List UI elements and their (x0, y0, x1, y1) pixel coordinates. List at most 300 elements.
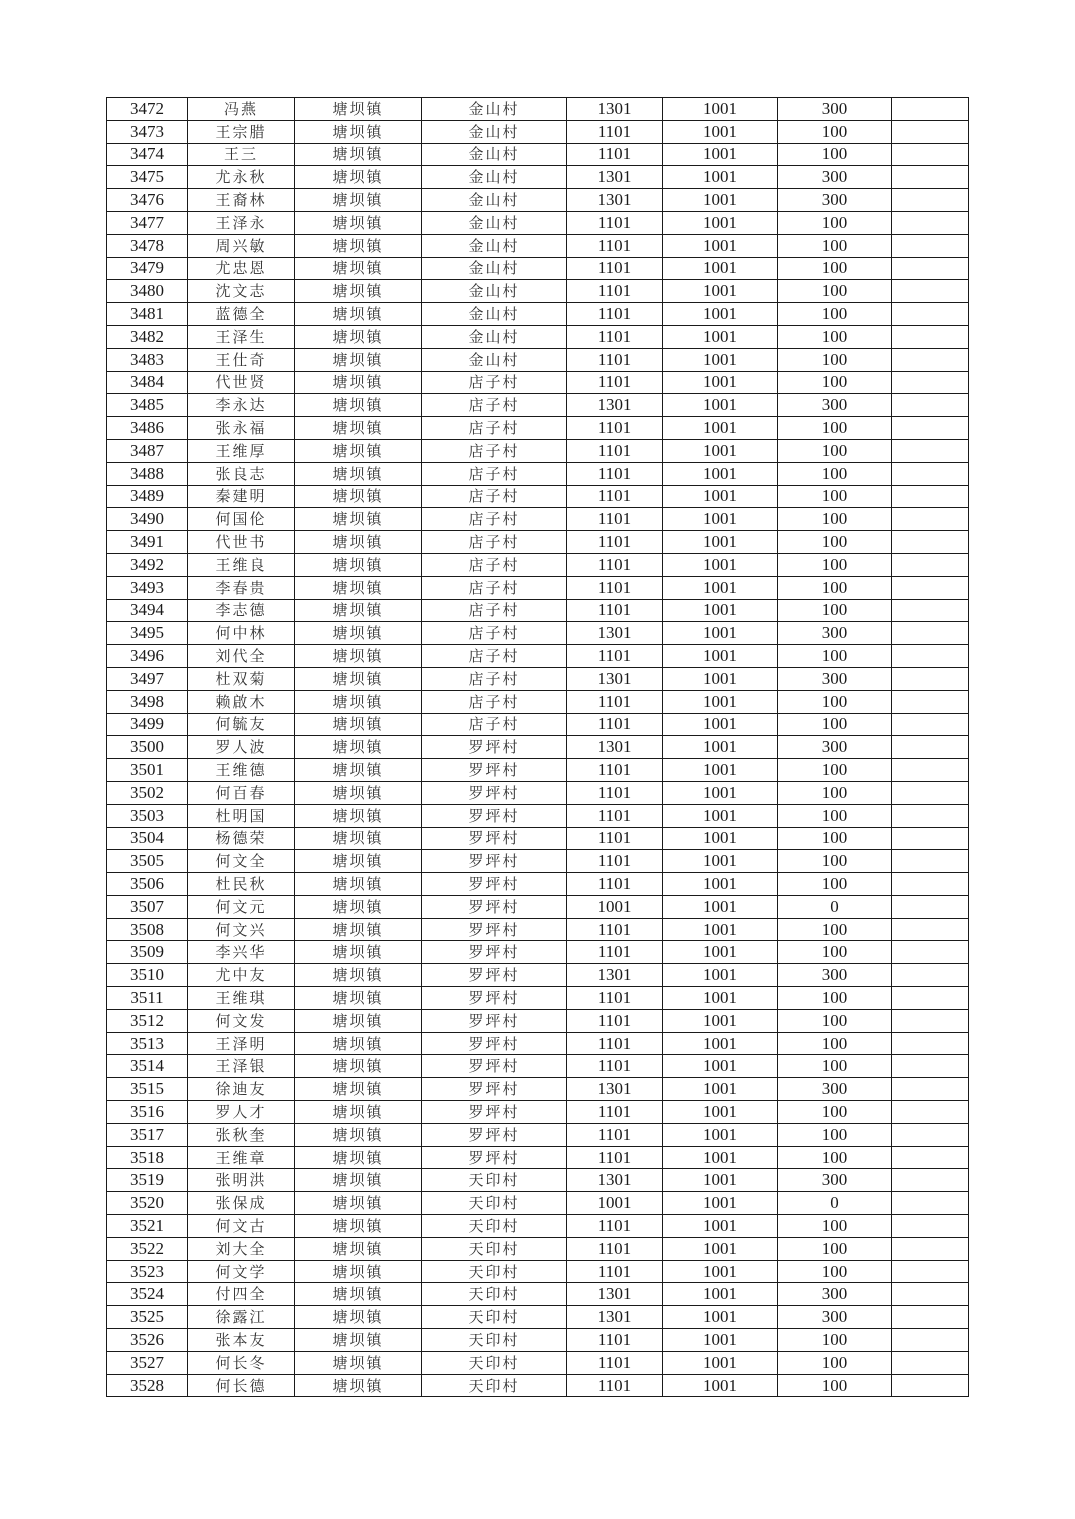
row-number-cell: 3477 (107, 211, 188, 234)
town-cell: 塘坝镇 (295, 462, 422, 485)
code-b-cell: 1001 (663, 1237, 778, 1260)
town-cell: 塘坝镇 (295, 1169, 422, 1192)
row-number-cell: 3502 (107, 781, 188, 804)
amount-cell: 100 (778, 1374, 892, 1397)
code-b-cell: 1001 (663, 1306, 778, 1329)
remark-cell (892, 667, 969, 690)
code-a-cell: 1101 (567, 143, 663, 166)
code-a-cell: 1001 (567, 895, 663, 918)
amount-cell: 100 (778, 531, 892, 554)
village-cell: 罗坪村 (422, 1146, 567, 1169)
name-cell: 何文元 (188, 895, 295, 918)
code-a-cell: 1101 (567, 234, 663, 257)
town-cell: 塘坝镇 (295, 1101, 422, 1124)
town-cell: 塘坝镇 (295, 508, 422, 531)
village-cell: 天印村 (422, 1169, 567, 1192)
row-number-cell: 3472 (107, 98, 188, 121)
code-b-cell: 1001 (663, 394, 778, 417)
name-cell: 刘大全 (188, 1237, 295, 1260)
town-cell: 塘坝镇 (295, 804, 422, 827)
name-cell: 尤中友 (188, 964, 295, 987)
row-number-cell: 3473 (107, 120, 188, 143)
town-cell: 塘坝镇 (295, 941, 422, 964)
code-a-cell: 1101 (567, 1009, 663, 1032)
name-cell: 何长德 (188, 1374, 295, 1397)
code-b-cell: 1001 (663, 508, 778, 531)
amount-cell: 300 (778, 964, 892, 987)
table-row (107, 759, 969, 782)
row-number-cell: 3507 (107, 895, 188, 918)
table-row (107, 645, 969, 668)
remark-cell (892, 1055, 969, 1078)
code-a-cell: 1101 (567, 1055, 663, 1078)
village-cell: 天印村 (422, 1237, 567, 1260)
town-cell: 塘坝镇 (295, 1215, 422, 1238)
town-cell: 塘坝镇 (295, 1329, 422, 1352)
code-b-cell: 1001 (663, 120, 778, 143)
amount-cell: 100 (778, 759, 892, 782)
town-cell: 塘坝镇 (295, 1237, 422, 1260)
code-a-cell: 1101 (567, 485, 663, 508)
table-row (107, 964, 969, 987)
code-b-cell: 1001 (663, 325, 778, 348)
town-cell: 塘坝镇 (295, 553, 422, 576)
village-cell: 店子村 (422, 599, 567, 622)
remark-cell (892, 1260, 969, 1283)
amount-cell: 100 (778, 1237, 892, 1260)
table-row (107, 394, 969, 417)
amount-cell: 100 (778, 781, 892, 804)
code-a-cell: 1101 (567, 873, 663, 896)
code-b-cell: 1001 (663, 257, 778, 280)
town-cell: 塘坝镇 (295, 873, 422, 896)
village-cell: 店子村 (422, 417, 567, 440)
name-cell: 李春贵 (188, 576, 295, 599)
town-cell: 塘坝镇 (295, 1192, 422, 1215)
code-b-cell: 1001 (663, 417, 778, 440)
name-cell: 张永福 (188, 417, 295, 440)
remark-cell (892, 394, 969, 417)
village-cell: 金山村 (422, 348, 567, 371)
table-row (107, 531, 969, 554)
remark-cell (892, 120, 969, 143)
village-cell: 罗坪村 (422, 918, 567, 941)
village-cell: 罗坪村 (422, 941, 567, 964)
table-row (107, 1283, 969, 1306)
name-cell: 王泽永 (188, 211, 295, 234)
code-a-cell: 1101 (567, 325, 663, 348)
name-cell: 徐露江 (188, 1306, 295, 1329)
village-cell: 罗坪村 (422, 1101, 567, 1124)
table-row (107, 1306, 969, 1329)
name-cell: 张良志 (188, 462, 295, 485)
town-cell: 塘坝镇 (295, 827, 422, 850)
row-number-cell: 3481 (107, 303, 188, 326)
row-number-cell: 3489 (107, 485, 188, 508)
name-cell: 王泽银 (188, 1055, 295, 1078)
town-cell: 塘坝镇 (295, 759, 422, 782)
town-cell: 塘坝镇 (295, 120, 422, 143)
code-a-cell: 1101 (567, 211, 663, 234)
row-number-cell: 3512 (107, 1009, 188, 1032)
village-cell: 店子村 (422, 645, 567, 668)
town-cell: 塘坝镇 (295, 781, 422, 804)
table-row (107, 918, 969, 941)
name-cell: 王维良 (188, 553, 295, 576)
amount-cell: 100 (778, 918, 892, 941)
row-number-cell: 3483 (107, 348, 188, 371)
name-cell: 杨德荣 (188, 827, 295, 850)
table-row (107, 553, 969, 576)
remark-cell (892, 371, 969, 394)
village-cell: 罗坪村 (422, 1055, 567, 1078)
table-row (107, 827, 969, 850)
table-row (107, 804, 969, 827)
name-cell: 秦建明 (188, 485, 295, 508)
amount-cell: 100 (778, 873, 892, 896)
table-row (107, 1374, 969, 1397)
village-cell: 金山村 (422, 120, 567, 143)
code-b-cell: 1001 (663, 1329, 778, 1352)
amount-cell: 300 (778, 736, 892, 759)
amount-cell: 100 (778, 257, 892, 280)
code-a-cell: 1301 (567, 1078, 663, 1101)
amount-cell: 300 (778, 667, 892, 690)
table-row (107, 667, 969, 690)
row-number-cell: 3486 (107, 417, 188, 440)
remark-cell (892, 850, 969, 873)
town-cell: 塘坝镇 (295, 1260, 422, 1283)
code-b-cell: 1001 (663, 804, 778, 827)
code-b-cell: 1001 (663, 645, 778, 668)
name-cell: 何文学 (188, 1260, 295, 1283)
code-a-cell: 1101 (567, 576, 663, 599)
amount-cell: 100 (778, 1260, 892, 1283)
table-row (107, 98, 969, 121)
amount-cell: 100 (778, 439, 892, 462)
code-b-cell: 1001 (663, 918, 778, 941)
table-row (107, 576, 969, 599)
row-number-cell: 3514 (107, 1055, 188, 1078)
code-a-cell: 1101 (567, 1237, 663, 1260)
code-a-cell: 1301 (567, 964, 663, 987)
remark-cell (892, 462, 969, 485)
remark-cell (892, 1169, 969, 1192)
remark-cell (892, 166, 969, 189)
table-row (107, 257, 969, 280)
amount-cell: 300 (778, 1306, 892, 1329)
code-a-cell: 1101 (567, 531, 663, 554)
table-row (107, 622, 969, 645)
table-row (107, 234, 969, 257)
code-a-cell: 1101 (567, 462, 663, 485)
town-cell: 塘坝镇 (295, 325, 422, 348)
code-a-cell: 1101 (567, 941, 663, 964)
remark-cell (892, 439, 969, 462)
code-b-cell: 1001 (663, 759, 778, 782)
table-body (107, 98, 969, 1397)
remark-cell (892, 1351, 969, 1374)
amount-cell: 100 (778, 987, 892, 1010)
name-cell: 李兴华 (188, 941, 295, 964)
table-row (107, 1078, 969, 1101)
row-number-cell: 3501 (107, 759, 188, 782)
row-number-cell: 3498 (107, 690, 188, 713)
code-a-cell: 1101 (567, 508, 663, 531)
town-cell: 塘坝镇 (295, 987, 422, 1010)
code-b-cell: 1001 (663, 1123, 778, 1146)
town-cell: 塘坝镇 (295, 576, 422, 599)
village-cell: 店子村 (422, 394, 567, 417)
remark-cell (892, 987, 969, 1010)
code-a-cell: 1301 (567, 98, 663, 121)
amount-cell: 100 (778, 462, 892, 485)
row-number-cell: 3499 (107, 713, 188, 736)
row-number-cell: 3488 (107, 462, 188, 485)
name-cell: 杜双菊 (188, 667, 295, 690)
name-cell: 罗人波 (188, 736, 295, 759)
code-b-cell: 1001 (663, 1169, 778, 1192)
town-cell: 塘坝镇 (295, 1146, 422, 1169)
row-number-cell: 3513 (107, 1032, 188, 1055)
code-b-cell: 1001 (663, 303, 778, 326)
code-b-cell: 1001 (663, 781, 778, 804)
name-cell: 尤永秋 (188, 166, 295, 189)
town-cell: 塘坝镇 (295, 189, 422, 212)
code-a-cell: 1101 (567, 439, 663, 462)
village-cell: 天印村 (422, 1260, 567, 1283)
code-b-cell: 1001 (663, 143, 778, 166)
amount-cell: 100 (778, 120, 892, 143)
code-a-cell: 1101 (567, 850, 663, 873)
town-cell: 塘坝镇 (295, 1055, 422, 1078)
village-cell: 金山村 (422, 325, 567, 348)
table-row (107, 462, 969, 485)
code-b-cell: 1001 (663, 439, 778, 462)
table-row (107, 325, 969, 348)
table-row (107, 439, 969, 462)
town-cell: 塘坝镇 (295, 1374, 422, 1397)
row-number-cell: 3490 (107, 508, 188, 531)
remark-cell (892, 508, 969, 531)
table-row (107, 1032, 969, 1055)
code-b-cell: 1001 (663, 850, 778, 873)
row-number-cell: 3497 (107, 667, 188, 690)
village-cell: 金山村 (422, 234, 567, 257)
village-cell: 天印村 (422, 1329, 567, 1352)
remark-cell (892, 736, 969, 759)
village-cell: 天印村 (422, 1192, 567, 1215)
name-cell: 张明洪 (188, 1169, 295, 1192)
name-cell: 何百春 (188, 781, 295, 804)
name-cell: 代世贤 (188, 371, 295, 394)
table-row (107, 143, 969, 166)
town-cell: 塘坝镇 (295, 1123, 422, 1146)
town-cell: 塘坝镇 (295, 417, 422, 440)
name-cell: 蓝德全 (188, 303, 295, 326)
code-b-cell: 1001 (663, 371, 778, 394)
code-a-cell: 1101 (567, 257, 663, 280)
row-number-cell: 3491 (107, 531, 188, 554)
table-row (107, 1329, 969, 1352)
remark-cell (892, 576, 969, 599)
row-number-cell: 3524 (107, 1283, 188, 1306)
village-cell: 金山村 (422, 280, 567, 303)
village-cell: 天印村 (422, 1351, 567, 1374)
amount-cell: 100 (778, 599, 892, 622)
row-number-cell: 3510 (107, 964, 188, 987)
remark-cell (892, 234, 969, 257)
table-row (107, 987, 969, 1010)
village-cell: 天印村 (422, 1215, 567, 1238)
amount-cell: 100 (778, 553, 892, 576)
remark-cell (892, 622, 969, 645)
remark-cell (892, 211, 969, 234)
row-number-cell: 3521 (107, 1215, 188, 1238)
village-cell: 罗坪村 (422, 759, 567, 782)
code-a-cell: 1101 (567, 599, 663, 622)
row-number-cell: 3496 (107, 645, 188, 668)
code-a-cell: 1101 (567, 120, 663, 143)
remark-cell (892, 553, 969, 576)
row-number-cell: 3476 (107, 189, 188, 212)
town-cell: 塘坝镇 (295, 599, 422, 622)
code-b-cell: 1001 (663, 622, 778, 645)
name-cell: 王泽明 (188, 1032, 295, 1055)
code-b-cell: 1001 (663, 873, 778, 896)
code-a-cell: 1301 (567, 189, 663, 212)
code-b-cell: 1001 (663, 553, 778, 576)
amount-cell: 0 (778, 895, 892, 918)
row-number-cell: 3493 (107, 576, 188, 599)
amount-cell: 300 (778, 622, 892, 645)
amount-cell: 100 (778, 1329, 892, 1352)
row-number-cell: 3479 (107, 257, 188, 280)
row-number-cell: 3515 (107, 1078, 188, 1101)
code-a-cell: 1101 (567, 303, 663, 326)
amount-cell: 100 (778, 850, 892, 873)
remark-cell (892, 1306, 969, 1329)
town-cell: 塘坝镇 (295, 622, 422, 645)
row-number-cell: 3504 (107, 827, 188, 850)
code-b-cell: 1001 (663, 485, 778, 508)
code-a-cell: 1101 (567, 1329, 663, 1352)
amount-cell: 100 (778, 804, 892, 827)
amount-cell: 100 (778, 1032, 892, 1055)
amount-cell: 100 (778, 348, 892, 371)
amount-cell: 300 (778, 98, 892, 121)
village-cell: 罗坪村 (422, 781, 567, 804)
table-row (107, 1237, 969, 1260)
remark-cell (892, 895, 969, 918)
village-cell: 店子村 (422, 713, 567, 736)
town-cell: 塘坝镇 (295, 690, 422, 713)
amount-cell: 100 (778, 1215, 892, 1238)
row-number-cell: 3519 (107, 1169, 188, 1192)
remark-cell (892, 873, 969, 896)
table-row (107, 1055, 969, 1078)
town-cell: 塘坝镇 (295, 713, 422, 736)
village-cell: 罗坪村 (422, 1009, 567, 1032)
code-a-cell: 1101 (567, 1260, 663, 1283)
code-a-cell: 1101 (567, 759, 663, 782)
code-b-cell: 1001 (663, 166, 778, 189)
row-number-cell: 3485 (107, 394, 188, 417)
amount-cell: 100 (778, 303, 892, 326)
town-cell: 塘坝镇 (295, 964, 422, 987)
code-b-cell: 1001 (663, 1009, 778, 1032)
village-cell: 店子村 (422, 576, 567, 599)
remark-cell (892, 645, 969, 668)
amount-cell: 100 (778, 827, 892, 850)
row-number-cell: 3528 (107, 1374, 188, 1397)
table-row (107, 1351, 969, 1374)
town-cell: 塘坝镇 (295, 371, 422, 394)
row-number-cell: 3508 (107, 918, 188, 941)
remark-cell (892, 759, 969, 782)
name-cell: 何长冬 (188, 1351, 295, 1374)
code-b-cell: 1001 (663, 1374, 778, 1397)
name-cell: 王维德 (188, 759, 295, 782)
amount-cell: 100 (778, 690, 892, 713)
name-cell: 李志德 (188, 599, 295, 622)
code-b-cell: 1001 (663, 189, 778, 212)
town-cell: 塘坝镇 (295, 211, 422, 234)
code-a-cell: 1101 (567, 1146, 663, 1169)
code-b-cell: 1001 (663, 941, 778, 964)
town-cell: 塘坝镇 (295, 98, 422, 121)
remark-cell (892, 1329, 969, 1352)
name-cell: 何文兴 (188, 918, 295, 941)
code-a-cell: 1101 (567, 1374, 663, 1397)
code-a-cell: 1101 (567, 553, 663, 576)
remark-cell (892, 1146, 969, 1169)
code-a-cell: 1301 (567, 166, 663, 189)
remark-cell (892, 303, 969, 326)
village-cell: 店子村 (422, 508, 567, 531)
code-a-cell: 1301 (567, 736, 663, 759)
remark-cell (892, 1192, 969, 1215)
row-number-cell: 3520 (107, 1192, 188, 1215)
remark-cell (892, 1123, 969, 1146)
remark-cell (892, 98, 969, 121)
remark-cell (892, 827, 969, 850)
name-cell: 王维厚 (188, 439, 295, 462)
row-number-cell: 3523 (107, 1260, 188, 1283)
amount-cell: 100 (778, 1146, 892, 1169)
village-cell: 店子村 (422, 553, 567, 576)
remark-cell (892, 1101, 969, 1124)
village-cell: 罗坪村 (422, 895, 567, 918)
row-number-cell: 3478 (107, 234, 188, 257)
table-row (107, 941, 969, 964)
amount-cell: 100 (778, 508, 892, 531)
town-cell: 塘坝镇 (295, 280, 422, 303)
table-row (107, 166, 969, 189)
code-b-cell: 1001 (663, 736, 778, 759)
code-a-cell: 1101 (567, 280, 663, 303)
code-a-cell: 1101 (567, 804, 663, 827)
town-cell: 塘坝镇 (295, 1032, 422, 1055)
row-number-cell: 3511 (107, 987, 188, 1010)
remark-cell (892, 713, 969, 736)
town-cell: 塘坝镇 (295, 667, 422, 690)
amount-cell: 100 (778, 143, 892, 166)
name-cell: 罗人才 (188, 1101, 295, 1124)
village-cell: 店子村 (422, 531, 567, 554)
town-cell: 塘坝镇 (295, 850, 422, 873)
row-number-cell: 3484 (107, 371, 188, 394)
